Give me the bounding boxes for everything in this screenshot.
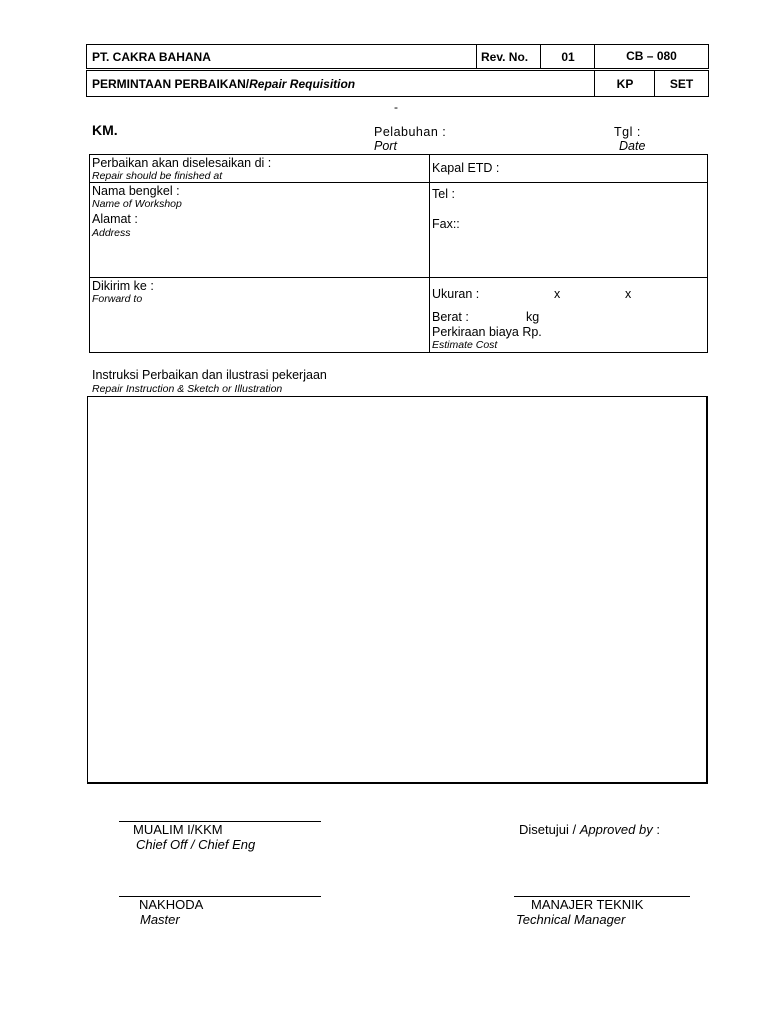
etd-label: Kapal ETD : <box>432 161 500 175</box>
weight-label: Berat : <box>432 310 469 324</box>
kp-cell: KP <box>594 71 655 96</box>
finish-sub: Repair should be finished at <box>92 170 223 182</box>
rev-label: Rev. No. <box>476 45 545 68</box>
instruction-label: Instruksi Perbaikan dan ilustrasi pekerjaan <box>92 368 327 382</box>
manajer-sub: Technical Manager <box>516 912 626 927</box>
date-sub: Date <box>619 139 646 153</box>
sketch-area[interactable] <box>87 396 708 784</box>
nakhoda-title: NAKHODA <box>139 897 204 912</box>
forward-label: Dikirim ke : <box>92 279 154 293</box>
address-label: Alamat : <box>92 212 138 226</box>
port-label: Pelabuhan : <box>374 125 447 139</box>
rev-value: 01 <box>540 45 595 68</box>
date-label: Tgl : <box>614 125 641 139</box>
approved-en: Approved by <box>579 822 653 837</box>
manajer-title: MANAJER TEKNIK <box>531 897 644 912</box>
doc-title-main: PERMINTAAN PERBAIKAN/ <box>92 76 250 91</box>
approved-prefix: Disetujui / <box>519 822 580 837</box>
weight-unit: kg <box>526 310 540 324</box>
approved-suffix: : <box>652 822 660 837</box>
instruction-sub: Repair Instruction & Sketch or Illustration <box>92 383 283 395</box>
workshop-sub: Name of Workshop <box>92 198 182 210</box>
size-label: Ukuran : <box>432 287 480 301</box>
size-x1: x <box>554 287 561 301</box>
header-row-1 <box>86 44 709 69</box>
size-weight-cell <box>429 277 708 353</box>
forward-cell <box>89 277 430 353</box>
etd-cell <box>429 154 708 183</box>
finish-cell <box>89 154 430 183</box>
port-sub: Port <box>374 139 397 153</box>
doc-title <box>87 71 592 96</box>
cost-sub: Estimate Cost <box>432 339 498 351</box>
km-label: KM. <box>92 122 118 138</box>
workshop-cell <box>89 182 430 278</box>
doc-title-en: Repair Requisition <box>249 76 356 91</box>
contact-cell <box>429 182 708 278</box>
cost-label: Perkiraan biaya Rp. <box>432 325 542 339</box>
size-x2: x <box>625 287 632 301</box>
set-cell: SET <box>654 71 708 96</box>
forward-sub: Forward to <box>92 293 143 305</box>
dash-mark: - <box>394 100 398 114</box>
doc-code: CB – 080 <box>594 45 708 68</box>
approved-label <box>519 822 660 837</box>
header-row-2 <box>86 70 709 97</box>
nakhoda-sub: Master <box>140 912 180 927</box>
mualim-title: MUALIM I/KKM <box>133 822 223 837</box>
finish-label: Perbaikan akan diselesaikan di : <box>92 156 272 170</box>
mualim-sub: Chief Off / Chief Eng <box>136 837 256 852</box>
fax-label: Fax:: <box>432 217 460 231</box>
workshop-label: Nama bengkel : <box>92 184 180 198</box>
address-sub: Address <box>92 227 131 239</box>
tel-label: Tel : <box>432 187 455 201</box>
company-name: PT. CAKRA BAHANA <box>92 49 211 64</box>
